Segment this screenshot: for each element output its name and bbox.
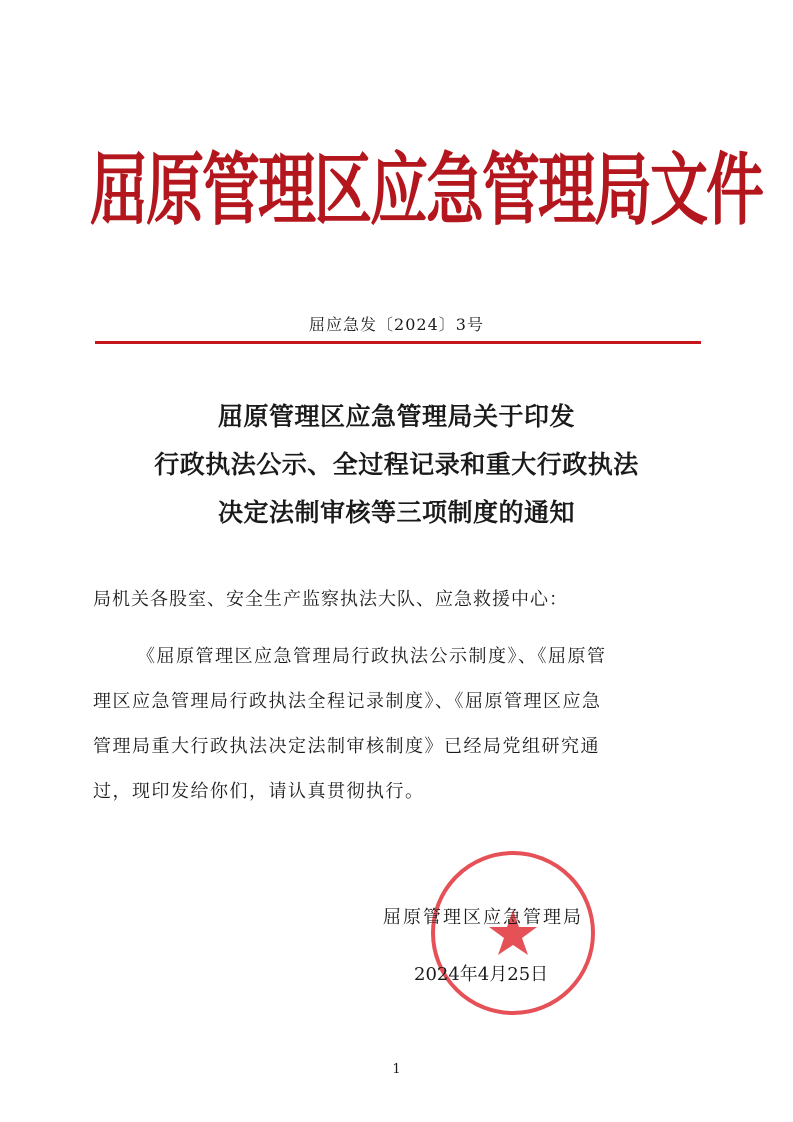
official-seal-icon <box>428 848 598 1018</box>
body-line-3: 管理局重大行政执法决定法制审核制度》已经局党组研究通 <box>93 736 600 757</box>
page-number: 1 <box>392 1062 401 1077</box>
document-title <box>60 393 733 537</box>
body-line-4: 过，现印发给你们，请认真贯彻执行。 <box>93 781 425 802</box>
body-paragraph <box>93 634 703 814</box>
title-line-1: 屈原管理区应急管理局关于印发 <box>217 402 575 431</box>
body-line-2: 理区应急管理局行政执法全程记录制度》、《屈原管理区应急 <box>93 691 602 712</box>
salutation: 局机关各股室、安全生产监察执法大队、应急救援中心： <box>93 589 568 610</box>
masthead-title: 屈原管理区应急管理局文件 <box>90 144 763 236</box>
signature-date: 2024年4月25日 <box>414 964 549 985</box>
document-number: 屈应急发〔2024〕3号 <box>309 315 484 334</box>
signer-name: 屈原管理区应急管理局 <box>383 907 583 928</box>
title-line-2: 行政执法公示、全过程记录和重大行政执法 <box>154 450 639 479</box>
body-line-1: 《屈原管理区应急管理局行政执法公示制度》、《屈原管 <box>137 646 607 667</box>
title-line-3: 决定法制审核等三项制度的通知 <box>217 498 575 527</box>
red-separator-line <box>95 341 701 344</box>
